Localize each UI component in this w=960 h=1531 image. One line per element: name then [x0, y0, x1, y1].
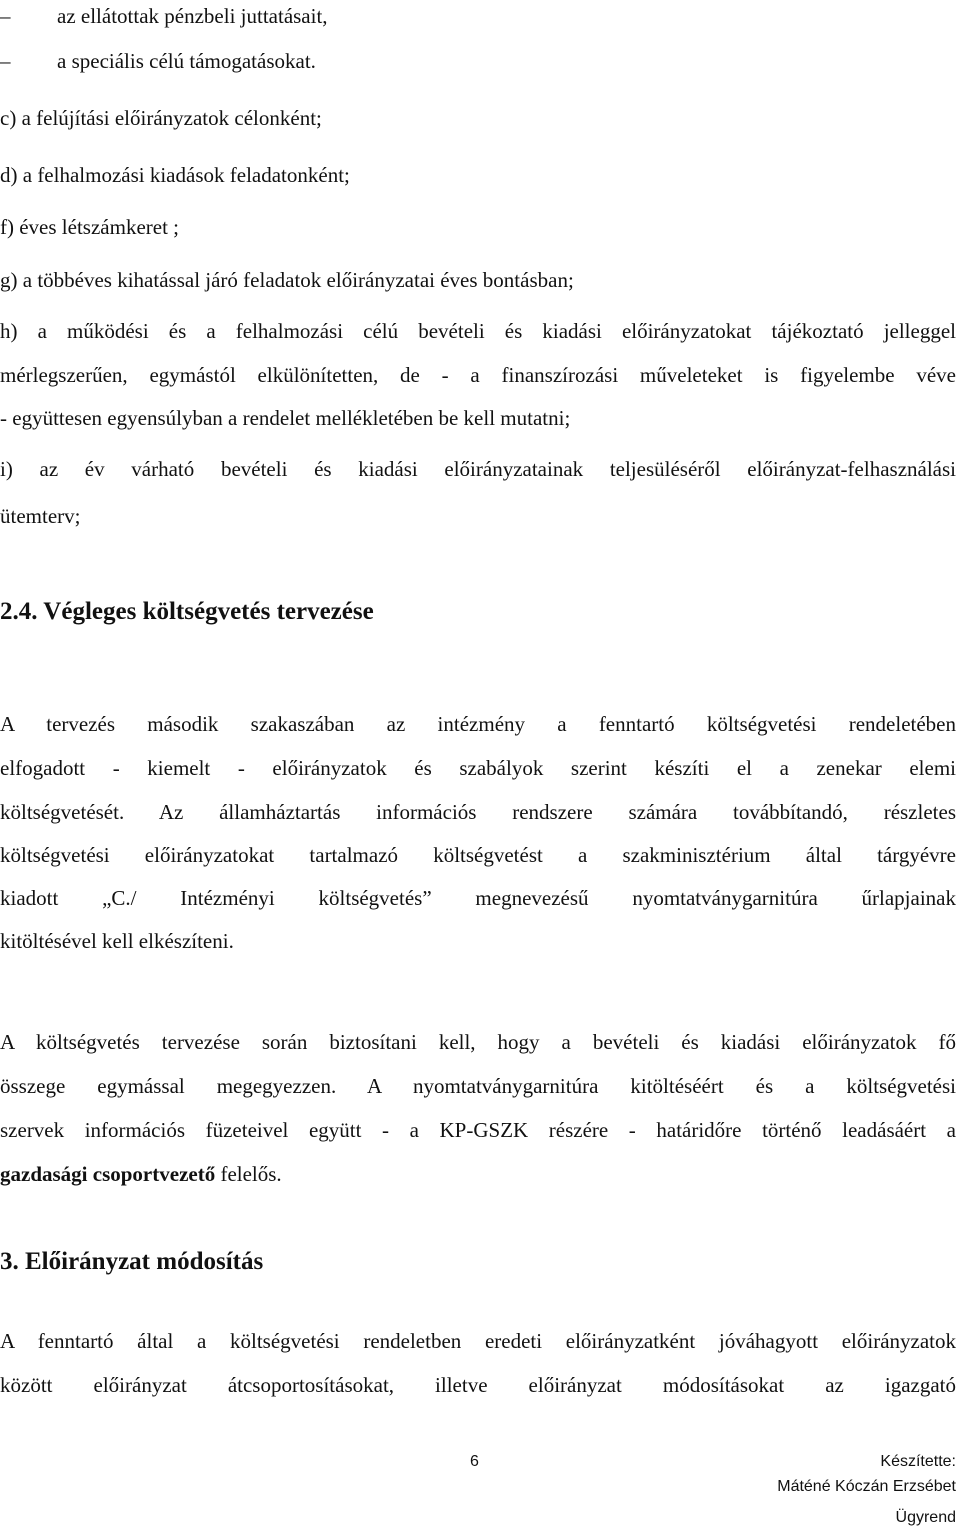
text-line: elfogadott - kiemelt - előirányzatok és szabályok szerint készíti el a zenekar elemi [0, 756, 956, 780]
list-dash: – [0, 4, 11, 28]
text-line [0, 1160, 956, 1188]
text-line: A fenntartó által a költségvetési rendeletben eredeti előirányzatként jóváhagyott előirányzatok [0, 1329, 956, 1353]
list-dash: – [0, 49, 11, 73]
list-item-text: a speciális célú támogatásokat. [57, 49, 316, 73]
text-line: költségvetését. Az államháztartás információs rendszere számára továbbítandó, részletes [0, 800, 956, 824]
text-line: A tervezés második szakaszában az intézmény a fenntartó költségvetési rendeletében [0, 712, 956, 736]
text-line: ütemterv; [0, 504, 81, 528]
text-line: szervek információs füzeteivel együtt - a KP-GSZK részére - határidőre történő leadásáért a [0, 1118, 956, 1142]
text-line: költségvetési előirányzatokat tartalmazó költségvetést a szakminisztérium által tárgyévre [0, 843, 956, 867]
text-line: kitöltésével kell elkészíteni. [0, 929, 234, 953]
bold-text: gazdasági csoportvezető [0, 1162, 216, 1186]
text-line: c) a felújítási előirányzatok célonként; [0, 106, 322, 130]
footer-author: Máténé Kóczán Erzsébet [777, 1478, 956, 1495]
text-line: h) a működési és a felhalmozási célú bevételi és kiadási előirányzatokat tájékoztató jelleggel [0, 319, 956, 343]
footer-doc-label: Ügyrend [895, 1509, 956, 1526]
text-line: - együttesen egyensúlyban a rendelet mellékletében be kell mutatni; [0, 406, 571, 430]
text-line: f) éves létszámkeret ; [0, 215, 179, 239]
page-number: 6 [470, 1453, 479, 1470]
text-line: i) az év várható bevételi és kiadási előirányzatainak teljesüléséről előirányzat-felhasználási [0, 457, 956, 481]
text-line: kiadott „C./ Intézményi költségvetés” megnevezésű nyomtatványgarnitúra űrlapjainak [0, 886, 956, 910]
list-item-text: az ellátottak pénzbeli juttatásait, [57, 4, 328, 28]
footer-prepared-label: Készítette: [880, 1453, 956, 1470]
text-line: között előirányzat átcsoportosításokat, illetve előirányzat módosításokat az igazgató [0, 1373, 956, 1397]
text-line: g) a többéves kihatással járó feladatok előirányzatai éves bontásban; [0, 268, 574, 292]
section-heading: 2.4. Végleges költségvetés tervezése [0, 598, 374, 625]
text-line: összege egymással megegyezzen. A nyomtatványgarnitúra kitöltéséért és a költségvetési [0, 1074, 956, 1098]
section-heading: 3. Előirányzat módosítás [0, 1248, 264, 1275]
text-line: A költségvetés tervezése során biztosítani kell, hogy a bevételi és kiadási előirányzatok fő [0, 1030, 956, 1054]
text-line: d) a felhalmozási kiadások feladatonként; [0, 163, 350, 187]
text-line: mérlegszerűen, egymástól elkülönítetten, de - a finanszírozási műveleteket is figyelembe véve [0, 363, 956, 387]
text-span: felelős. [215, 1162, 282, 1186]
